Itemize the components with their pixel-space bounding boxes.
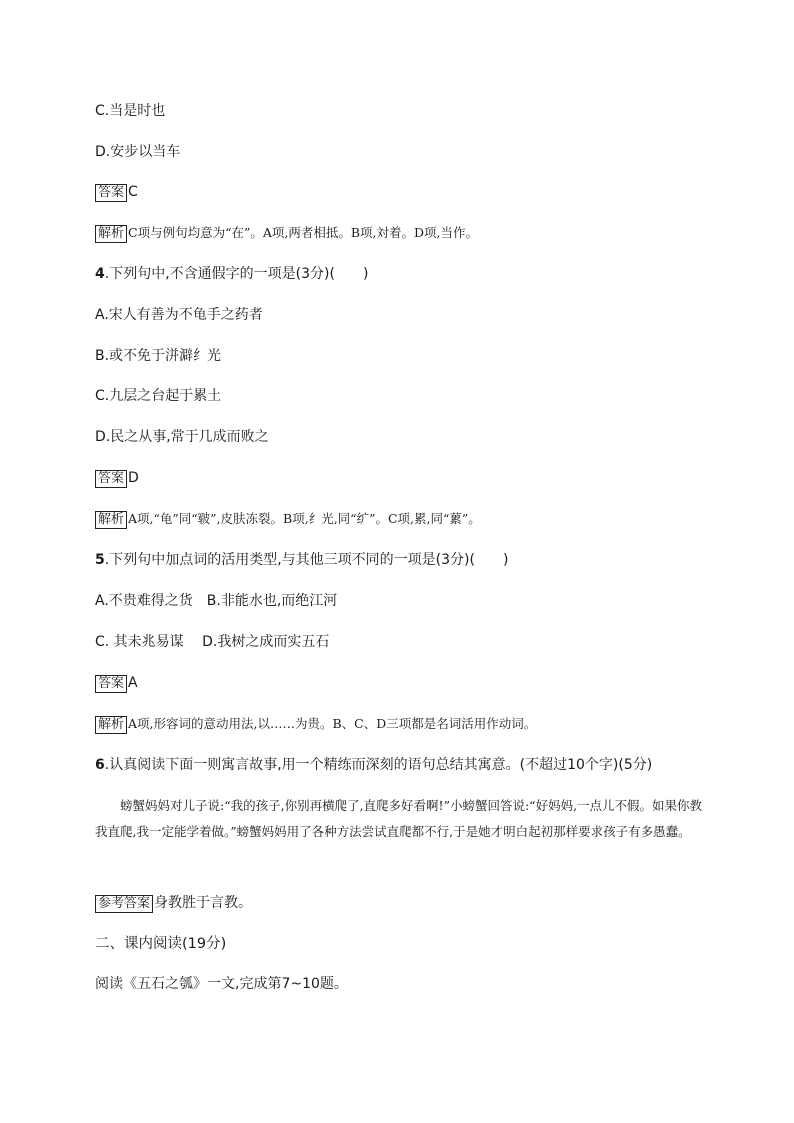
q4-option-c: C.九层之台起于累土 [95,388,222,404]
q6-stem [95,755,652,775]
q6-story: 螃蟹妈妈对儿子说:“我的孩子,你别再横爬了,直爬多好看啊!”小螃蟹回答说:“好妈妈,一点儿不假。如果你教我直爬,我一定能学着做。”螃蟹妈妈用了各种方法尝试直爬都不行,于是她才明白起初那样要求孩子有多愚蠢。 [95,798,703,839]
q4-analysis [95,509,481,529]
q4-answer [95,468,139,488]
answer-value: 身教胜于言教。 [154,895,253,911]
q3-answer [95,182,138,202]
q4-option-a: A.宋人有善为不龟手之药者 [95,307,263,323]
q3-analysis [95,223,478,243]
analysis-tag: 解析 [95,511,127,529]
q6-answer [95,893,252,913]
q4-option-b: B.或不免于洴澼纟光 [95,348,222,364]
reference-answer-tag: 参考答案 [95,895,153,913]
q5-stem [95,550,508,570]
q4-option-d: D.民之从事,常于几成而败之 [95,429,269,445]
analysis-tag: 解析 [95,716,127,734]
section-title: 二、课内阅读(19分) [95,936,227,952]
question-number: 6 [95,757,105,773]
analysis-text: C项与例句均意为“在”。A项,两者相抵。B项,対着。D项,当作。 [128,225,479,240]
analysis-text: A项,形容词的意动用法,以……为贵。B、C、D三项都是名词活用作动词。 [128,716,537,731]
question-number: 5 [95,552,105,568]
q5-options-cd: C. 其未兆易谋 D.我树之成而实五石 [95,634,330,650]
question-number: 4 [95,266,105,282]
analysis-text: A项,“龟”同“皲”,皮肤冻裂。B项,纟光,同“纩”。C项,累,同“蔂”。 [128,511,481,526]
q5-analysis [95,714,536,734]
question-text: .认真阅读下面一则寓言故事,用一个精练而深刻的语句总结其寓意。(不超过10个字)(5分) [104,757,653,773]
q5-options-ab: A.不贵难得之货 B.非能水也,而绝江河 [95,593,338,609]
answer-tag: 答案 [95,184,127,202]
q5-answer [95,673,138,693]
question-text: .下列句中加点词的活用类型,与其他三项不同的一项是(3分)( ) [104,552,509,568]
answer-tag: 答案 [95,470,127,488]
answer-value: D [128,470,139,486]
answer-value: A [128,675,138,691]
question-text: .下列句中,不含通假字的一项是(3分)( ) [104,266,369,282]
analysis-tag: 解析 [95,225,127,243]
answer-tag: 答案 [95,675,127,693]
section-intro: 阅读《五石之瓠》一文,完成第7~10题。 [95,976,348,992]
q3-option-d: D.安步以当车 [95,144,181,160]
answer-value: C [128,184,138,200]
q4-stem [95,264,368,284]
q3-option-c: C.当是时也 [95,103,166,119]
